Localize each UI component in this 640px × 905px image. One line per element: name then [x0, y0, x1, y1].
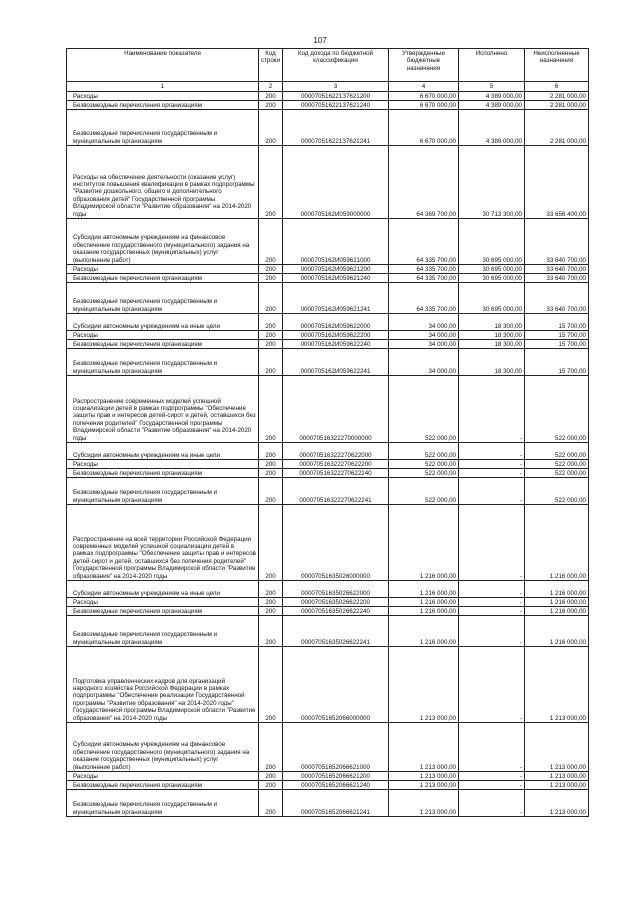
- row-approved-amount: 1 216 000,00: [389, 581, 459, 598]
- header-name: Наименование показателя: [67, 49, 259, 82]
- column-number: 4: [389, 82, 459, 92]
- table-row: [67, 469, 589, 478]
- header-budget-code: Код дохода по бюджетной классификации: [283, 49, 389, 82]
- row-unexecuted-amount: 1 213 000,00: [525, 647, 589, 723]
- row-budget-code: 000070516221З7621200: [283, 92, 389, 101]
- row-line-code: 200: [259, 723, 283, 772]
- row-budget-code: 0000705162И059621200: [283, 265, 389, 274]
- table-row: [67, 340, 589, 349]
- table-row: [67, 443, 589, 460]
- row-approved-amount: 1 213 000,00: [389, 647, 459, 723]
- budget-execution-table: [66, 48, 589, 817]
- table-row: [67, 607, 589, 616]
- row-executed-amount: 30 695 000,00: [459, 283, 525, 314]
- row-line-code: 200: [259, 616, 283, 647]
- row-budget-code: 0000705162И059000000: [283, 146, 389, 219]
- row-executed-amount: -: [459, 781, 525, 790]
- row-line-code: 200: [259, 772, 283, 781]
- row-indicator-name: Расходы на обеспечение деятельности (оказание услуг) институтов повышения квалификации в рамках подпрограммы "Развитие дошкольного, общего и дополнительного образования детей" Государственной программы Владимирской области "Развитие образования" на 2014-2020 годы: [67, 146, 259, 219]
- row-unexecuted-amount: 1 216 000,00: [525, 616, 589, 647]
- row-line-code: 200: [259, 283, 283, 314]
- row-indicator-name: Субсидии автономным учреждениям на иные цели: [67, 314, 259, 331]
- row-approved-amount: 6 670 000,00: [389, 110, 459, 146]
- row-unexecuted-amount: 522 000,00: [525, 469, 589, 478]
- row-line-code: 200: [259, 101, 283, 110]
- row-executed-amount: -: [459, 616, 525, 647]
- row-line-code: 200: [259, 110, 283, 146]
- table-row: [67, 219, 589, 265]
- row-budget-code: 000070516322270000000: [283, 376, 389, 443]
- table-row: [67, 478, 589, 505]
- row-budget-code: 00007051635026622241: [283, 616, 389, 647]
- row-line-code: 200: [259, 92, 283, 101]
- header-approved: Утвержденные бюджетные назначения: [389, 49, 459, 82]
- row-unexecuted-amount: 1 213 000,00: [525, 781, 589, 790]
- row-executed-amount: 4 389 000,00: [459, 92, 525, 101]
- row-line-code: 200: [259, 219, 283, 265]
- column-number-row: [67, 82, 589, 92]
- table-row: [67, 781, 589, 790]
- row-approved-amount: 34 000,00: [389, 314, 459, 331]
- row-unexecuted-amount: 1 216 000,00: [525, 581, 589, 598]
- header-unexecuted: Неисполненные назначения: [525, 49, 589, 82]
- row-executed-amount: 18 300,00: [459, 331, 525, 340]
- row-indicator-name: Безвозмездные перечисления организациям: [67, 101, 259, 110]
- row-indicator-name: Субсидии автономным учреждениям на иные цели: [67, 443, 259, 460]
- row-budget-code: 00007051635026622000: [283, 581, 389, 598]
- row-approved-amount: 1 213 000,00: [389, 781, 459, 790]
- row-executed-amount: 18 300,00: [459, 340, 525, 349]
- row-unexecuted-amount: 522 000,00: [525, 376, 589, 443]
- row-executed-amount: -: [459, 443, 525, 460]
- row-executed-amount: 30 695 000,00: [459, 274, 525, 283]
- table-row: [67, 265, 589, 274]
- row-indicator-name: Безвозмездные перечисления государственным и муниципальным организациям: [67, 110, 259, 146]
- row-executed-amount: -: [459, 790, 525, 817]
- row-approved-amount: 34 000,00: [389, 331, 459, 340]
- row-approved-amount: 64 335 700,00: [389, 265, 459, 274]
- row-line-code: 200: [259, 146, 283, 219]
- table-row: [67, 790, 589, 817]
- row-executed-amount: 30 695 000,00: [459, 219, 525, 265]
- row-approved-amount: 522 000,00: [389, 460, 459, 469]
- table-body: [67, 92, 589, 817]
- row-unexecuted-amount: 2 281 000,00: [525, 110, 589, 146]
- row-budget-code: 0000705162И059621000: [283, 219, 389, 265]
- row-executed-amount: -: [459, 478, 525, 505]
- row-unexecuted-amount: 1 216 000,00: [525, 505, 589, 581]
- row-unexecuted-amount: 15 700,00: [525, 349, 589, 376]
- row-line-code: 200: [259, 331, 283, 340]
- row-executed-amount: -: [459, 376, 525, 443]
- row-budget-code: 0000705162И059621241: [283, 283, 389, 314]
- row-approved-amount: 1 216 000,00: [389, 616, 459, 647]
- row-indicator-name: Безвозмездные перечисления организациям: [67, 607, 259, 616]
- row-unexecuted-amount: 1 213 000,00: [525, 790, 589, 817]
- table-row: [67, 616, 589, 647]
- row-indicator-name: Субсидии автономным учреждениям на финансовое обеспечение государственного (муниципального) задания на оказание государственных (муниципальных) услуг (выполнение работ): [67, 723, 259, 772]
- row-approved-amount: 34 000,00: [389, 349, 459, 376]
- row-approved-amount: 64 369 700,00: [389, 146, 459, 219]
- row-indicator-name: Расходы: [67, 92, 259, 101]
- row-line-code: 200: [259, 460, 283, 469]
- row-line-code: 200: [259, 581, 283, 598]
- row-indicator-name: Безвозмездные перечисления организациям: [67, 274, 259, 283]
- row-indicator-name: Безвозмездные перечисления организациям: [67, 340, 259, 349]
- row-indicator-name: Распространение на всей территории Российской Федерации современных моделей успешной социализации детей в рамках подпрограммы "Обеспечение защиты прав и интересов детей-сирот и детей, оставшихся без попечения родителей" Государственной программы Владимирской области "Развитие образования" на 2014-2020 годы: [67, 505, 259, 581]
- row-executed-amount: -: [459, 581, 525, 598]
- row-executed-amount: -: [459, 607, 525, 616]
- row-unexecuted-amount: 15 700,00: [525, 340, 589, 349]
- row-executed-amount: -: [459, 723, 525, 772]
- row-budget-code: 00007051635026622200: [283, 598, 389, 607]
- row-approved-amount: 6 670 000,00: [389, 101, 459, 110]
- row-approved-amount: 522 000,00: [389, 478, 459, 505]
- row-indicator-name: Распространение современных моделей успешной социализации детей в рамках подпрограммы "Обеспечение защиты прав и интересов детей-сирот и детей, оставшихся без попечения родителей" Государственной программы Владимирской области "Развитие образования" на 2014-2020 годы: [67, 376, 259, 443]
- row-approved-amount: 1 213 000,00: [389, 772, 459, 781]
- row-executed-amount: -: [459, 469, 525, 478]
- table-row: [67, 723, 589, 772]
- row-line-code: 200: [259, 647, 283, 723]
- table-row: [67, 110, 589, 146]
- row-executed-amount: 4 389 000,00: [459, 101, 525, 110]
- row-indicator-name: Расходы: [67, 265, 259, 274]
- row-budget-code: 000070516322270622241: [283, 478, 389, 505]
- row-indicator-name: Безвозмездные перечисления государственным и муниципальным организациям: [67, 349, 259, 376]
- header-line-code: Код строки: [259, 49, 283, 82]
- row-budget-code: 00007051652066000000: [283, 647, 389, 723]
- row-unexecuted-amount: 2 281 000,00: [525, 92, 589, 101]
- row-approved-amount: 1 216 000,00: [389, 607, 459, 616]
- row-budget-code: 0000705162И059622241: [283, 349, 389, 376]
- row-unexecuted-amount: 33 640 700,00: [525, 219, 589, 265]
- column-number: 2: [259, 82, 283, 92]
- row-budget-code: 000070516221З7621241: [283, 110, 389, 146]
- row-unexecuted-amount: 33 640 700,00: [525, 283, 589, 314]
- row-line-code: 200: [259, 314, 283, 331]
- row-budget-code: 000070516322270622240: [283, 469, 389, 478]
- header-executed: Исполнено: [459, 49, 525, 82]
- row-unexecuted-amount: 33 656 400,00: [525, 146, 589, 219]
- row-approved-amount: 6 670 000,00: [389, 92, 459, 101]
- row-line-code: 200: [259, 505, 283, 581]
- row-unexecuted-amount: 2 281 000,00: [525, 101, 589, 110]
- row-unexecuted-amount: 1 213 000,00: [525, 723, 589, 772]
- row-executed-amount: 18 300,00: [459, 349, 525, 376]
- row-unexecuted-amount: 15 700,00: [525, 331, 589, 340]
- column-number: 3: [283, 82, 389, 92]
- column-number: 6: [525, 82, 589, 92]
- row-line-code: 200: [259, 265, 283, 274]
- table-row: [67, 647, 589, 723]
- row-line-code: 200: [259, 274, 283, 283]
- row-indicator-name: Субсидии автономным учреждениям на иные цели: [67, 581, 259, 598]
- row-line-code: 200: [259, 469, 283, 478]
- row-executed-amount: 30 713 300,00: [459, 146, 525, 219]
- row-unexecuted-amount: 1 216 000,00: [525, 607, 589, 616]
- row-executed-amount: 30 695 000,00: [459, 265, 525, 274]
- row-indicator-name: Подготовка управленческих кадров для организаций народного хозяйства Российской Федерации в рамках подпрограммы "Обеспечение реализации Государственной программы "Развитие образования" на 2014-2020 годы" Государственной программы Владимирской области "Развитие образования" на 2014-2020 годы: [67, 647, 259, 723]
- table-row: [67, 331, 589, 340]
- table-row: [67, 283, 589, 314]
- row-budget-code: 0000705162И059621240: [283, 274, 389, 283]
- table-row: [67, 460, 589, 469]
- row-unexecuted-amount: 522 000,00: [525, 478, 589, 505]
- row-unexecuted-amount: 1 216 000,00: [525, 598, 589, 607]
- table-row: [67, 376, 589, 443]
- row-approved-amount: 64 335 700,00: [389, 274, 459, 283]
- table-row: [67, 349, 589, 376]
- row-unexecuted-amount: 33 640 700,00: [525, 265, 589, 274]
- row-approved-amount: 1 216 000,00: [389, 505, 459, 581]
- row-executed-amount: -: [459, 505, 525, 581]
- row-budget-code: 0000705162И059622200: [283, 331, 389, 340]
- row-indicator-name: Безвозмездные перечисления государственным и муниципальным организациям: [67, 478, 259, 505]
- row-approved-amount: 34 000,00: [389, 340, 459, 349]
- row-executed-amount: 18 300,00: [459, 314, 525, 331]
- table-row: [67, 598, 589, 607]
- column-number: 1: [67, 82, 259, 92]
- row-budget-code: 000070516221З7621240: [283, 101, 389, 110]
- table-row: [67, 92, 589, 101]
- row-budget-code: 000070516322270622000: [283, 443, 389, 460]
- row-line-code: 200: [259, 376, 283, 443]
- row-unexecuted-amount: 522 000,00: [525, 443, 589, 460]
- column-number: 5: [459, 82, 525, 92]
- row-budget-code: 0000705162И059622240: [283, 340, 389, 349]
- row-indicator-name: Безвозмездные перечисления организациям: [67, 781, 259, 790]
- table-row: [67, 772, 589, 781]
- row-approved-amount: 522 000,00: [389, 469, 459, 478]
- table-row: [67, 314, 589, 331]
- row-line-code: 200: [259, 340, 283, 349]
- page-number: 107: [313, 36, 327, 45]
- row-line-code: 200: [259, 598, 283, 607]
- row-line-code: 200: [259, 443, 283, 460]
- row-budget-code: 00007051652066621200: [283, 772, 389, 781]
- row-indicator-name: Безвозмездные перечисления государственным и муниципальным организациям: [67, 283, 259, 314]
- row-executed-amount: -: [459, 598, 525, 607]
- table-row: [67, 581, 589, 598]
- row-budget-code: 00007051652066621000: [283, 723, 389, 772]
- row-approved-amount: 1 213 000,00: [389, 723, 459, 772]
- row-unexecuted-amount: 33 640 700,00: [525, 274, 589, 283]
- row-executed-amount: -: [459, 647, 525, 723]
- row-approved-amount: 522 000,00: [389, 443, 459, 460]
- row-indicator-name: Безвозмездные перечисления государственным и муниципальным организациям: [67, 616, 259, 647]
- row-line-code: 200: [259, 478, 283, 505]
- row-approved-amount: 1 213 000,00: [389, 790, 459, 817]
- header-row: [67, 49, 589, 82]
- table-row: [67, 505, 589, 581]
- row-unexecuted-amount: 522 000,00: [525, 460, 589, 469]
- row-indicator-name: Субсидии автономным учреждениям на финансовое обеспечение государственного (муниципального) задания на оказание государственных (муниципальных) услуг (выполнение работ): [67, 219, 259, 265]
- row-indicator-name: Безвозмездные перечисления организациям: [67, 469, 259, 478]
- row-indicator-name: Расходы: [67, 331, 259, 340]
- row-indicator-name: Безвозмездные перечисления государственным и муниципальным организациям: [67, 790, 259, 817]
- row-executed-amount: 4 389 000,00: [459, 110, 525, 146]
- row-approved-amount: 64 335 700,00: [389, 219, 459, 265]
- row-unexecuted-amount: 15 700,00: [525, 314, 589, 331]
- row-budget-code: 000070516322270622200: [283, 460, 389, 469]
- row-budget-code: 0000705162И059622000: [283, 314, 389, 331]
- row-approved-amount: 64 335 700,00: [389, 283, 459, 314]
- row-budget-code: 00007051635026000000: [283, 505, 389, 581]
- row-indicator-name: Расходы: [67, 460, 259, 469]
- row-approved-amount: 522 000,00: [389, 376, 459, 443]
- row-indicator-name: Расходы: [67, 772, 259, 781]
- row-executed-amount: -: [459, 772, 525, 781]
- row-budget-code: 00007051652066621241: [283, 790, 389, 817]
- row-unexecuted-amount: 1 213 000,00: [525, 772, 589, 781]
- row-executed-amount: -: [459, 460, 525, 469]
- table-row: [67, 274, 589, 283]
- table-row: [67, 146, 589, 219]
- table-row: [67, 101, 589, 110]
- row-approved-amount: 1 216 000,00: [389, 598, 459, 607]
- row-budget-code: 00007051652066621240: [283, 781, 389, 790]
- row-line-code: 200: [259, 607, 283, 616]
- row-line-code: 200: [259, 790, 283, 817]
- row-budget-code: 00007051635026622240: [283, 607, 389, 616]
- row-line-code: 200: [259, 781, 283, 790]
- row-line-code: 200: [259, 349, 283, 376]
- row-indicator-name: Расходы: [67, 598, 259, 607]
